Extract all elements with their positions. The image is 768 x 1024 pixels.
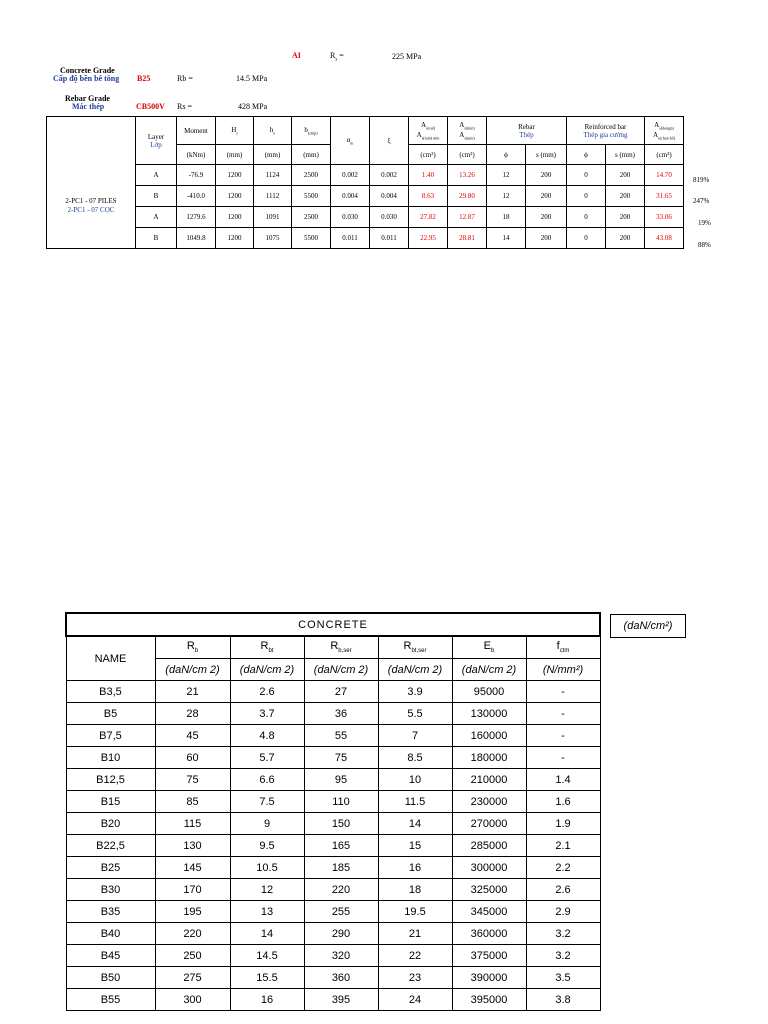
concrete-value: 230000 (452, 791, 526, 813)
concrete-value: - (526, 747, 600, 769)
calc-row (47, 228, 684, 249)
concrete-value: 95000 (452, 681, 526, 703)
as-min-sub: s(min) min (421, 134, 440, 140)
concrete-value: 320 (304, 945, 378, 967)
cell-xi: 0.004 (370, 186, 409, 207)
cell-as-design: 31.65 (645, 186, 684, 207)
concrete-value: - (526, 681, 600, 703)
concrete-row (66, 879, 600, 901)
unit-s: s (mm) (526, 145, 567, 165)
concrete-title: CONCRETE (66, 613, 600, 636)
concrete-value: 290 (304, 923, 378, 945)
concrete-value: 2.6 (230, 681, 304, 703)
cell-xi: 0.002 (370, 165, 409, 186)
unit-s2: s (mm) (606, 145, 645, 165)
concrete-value: 390000 (452, 967, 526, 989)
col-head-rbtser (378, 636, 452, 659)
concrete-value: 14.5 (230, 945, 304, 967)
concrete-value: 3.5 (526, 967, 600, 989)
fctm-sub: ctm (559, 648, 570, 655)
as-prov-sub: s(min) (464, 125, 475, 131)
cell-b: 2500 (292, 165, 331, 186)
eb-sym: E (483, 640, 491, 653)
unit-h: (mm) (254, 145, 292, 165)
concrete-table (65, 612, 601, 1011)
rb-sym: R (186, 640, 195, 653)
concrete-value: 2.9 (526, 901, 600, 923)
reinf-header-en: Reinforced bar (584, 122, 627, 131)
concrete-value: 220 (304, 879, 378, 901)
eb-sub: b (491, 648, 495, 655)
ratio-percent: 247% (693, 197, 710, 205)
concrete-row (66, 835, 600, 857)
cell-phi2: 0 (567, 165, 606, 186)
concrete-row (66, 813, 600, 835)
calc-row (47, 165, 684, 186)
concrete-value: 6.6 (230, 769, 304, 791)
col-unit-fctm: (N/mm²) (526, 659, 600, 681)
h-sub: o (273, 130, 276, 136)
concrete-value: 24 (378, 989, 452, 1011)
concrete-value: 395000 (452, 989, 526, 1011)
concrete-row (66, 989, 600, 1011)
concrete-value: 8.5 (378, 747, 452, 769)
concrete-grade-name: B10 (66, 747, 155, 769)
concrete-value: 300000 (452, 857, 526, 879)
concrete-grade-label-vi: Cấp độ bền bê tông (53, 74, 120, 83)
concrete-value: 3.8 (526, 989, 600, 1011)
rebar-grade-label-vi: Mác thép (72, 102, 105, 111)
cell-layer: B (136, 186, 177, 207)
concrete-value: 110 (304, 791, 378, 813)
unit-phi: ϕ (487, 145, 526, 165)
concrete-value: 220 (155, 923, 230, 945)
unit-H: (mm) (216, 145, 254, 165)
cell-as-calc: 1.40 (409, 165, 448, 186)
rs-label-eq: = (337, 51, 344, 60)
concrete-grade-name: B3,5 (66, 681, 155, 703)
concrete-value: 170 (155, 879, 230, 901)
col-head-fctm (526, 636, 600, 659)
concrete-value: 375000 (452, 945, 526, 967)
as-min-sym: A (416, 130, 422, 139)
concrete-value: 345000 (452, 901, 526, 923)
concrete-value: 195 (155, 901, 230, 923)
as-calc-header (409, 117, 448, 145)
calc-row (47, 207, 684, 228)
b-sym: b (304, 125, 308, 134)
concrete-value: 165 (304, 835, 378, 857)
concrete-value: 11.5 (378, 791, 452, 813)
cell-s2: 200 (606, 207, 645, 228)
concrete-row (66, 747, 600, 769)
ratio-percent: 819% (693, 176, 710, 184)
cell-h: 1091 (254, 207, 292, 228)
cell-as-min: 13.26 (448, 165, 487, 186)
concrete-value: 21 (155, 681, 230, 703)
as-prov-sym: A (459, 121, 465, 130)
col-unit-rbt: (daN/cm 2) (230, 659, 304, 681)
rs2-value: 428 MPa (238, 102, 268, 111)
as-prov-header (448, 117, 487, 145)
rebar-header-vi: Thép (519, 130, 534, 139)
ratio-percent: 88% (698, 241, 711, 249)
concrete-value: 15 (378, 835, 452, 857)
concrete-value: 270000 (452, 813, 526, 835)
concrete-grade-name: B20 (66, 813, 155, 835)
H-sub: s (236, 130, 238, 136)
unit-b: (mm) (292, 145, 331, 165)
concrete-value: 75 (155, 769, 230, 791)
as-calc-sub: s(cal) (426, 125, 435, 131)
concrete-value: 12 (230, 879, 304, 901)
concrete-value: 5.5 (378, 703, 452, 725)
concrete-value: 300 (155, 989, 230, 1011)
col-head-rb (155, 636, 230, 659)
concrete-value: 360000 (452, 923, 526, 945)
cell-H: 1200 (216, 207, 254, 228)
group-label-vi: 2-PC1 - 07 CỌC (67, 206, 115, 215)
name-header: NAME (66, 636, 155, 681)
unit-moment: (kNm) (177, 145, 216, 165)
cell-xi: 0.011 (370, 228, 409, 249)
cell-moment: -76.9 (177, 165, 216, 186)
concrete-value: 23 (378, 967, 452, 989)
concrete-value: 255 (304, 901, 378, 923)
concrete-value: 85 (155, 791, 230, 813)
concrete-row (66, 945, 600, 967)
cell-b: 5500 (292, 228, 331, 249)
concrete-value: 95 (304, 769, 378, 791)
fctm-sym: f (556, 640, 560, 653)
concrete-value: 15.5 (230, 967, 304, 989)
concrete-value: 60 (155, 747, 230, 769)
cell-h: 1075 (254, 228, 292, 249)
b-sub: (strip) (307, 130, 318, 136)
concrete-value: 2.6 (526, 879, 600, 901)
concrete-value: 13 (230, 901, 304, 923)
concrete-row (66, 681, 600, 703)
concrete-value: 4.8 (230, 725, 304, 747)
concrete-value: 10.5 (230, 857, 304, 879)
concrete-value: 7 (378, 725, 452, 747)
concrete-row (66, 857, 600, 879)
col-head-rbser (304, 636, 378, 659)
concrete-value: 5.7 (230, 747, 304, 769)
concrete-grade-name: B35 (66, 901, 155, 923)
cell-layer: A (136, 207, 177, 228)
cell-moment: 1279.6 (177, 207, 216, 228)
rebar-grade-label-en: Rebar Grade (65, 94, 110, 103)
rs-label-sym: R (330, 51, 336, 60)
cell-as-design: 43.08 (645, 228, 684, 249)
concrete-grade-name: B40 (66, 923, 155, 945)
rbtser-sub: bt,ser (411, 648, 427, 655)
slab-calc-table (46, 116, 684, 249)
cell-moment: -410.0 (177, 186, 216, 207)
concrete-row (66, 967, 600, 989)
cell-layer: A (136, 165, 177, 186)
cell-s: 200 (526, 165, 567, 186)
col-unit-rb: (daN/cm 2) (155, 659, 230, 681)
concrete-value: 150 (304, 813, 378, 835)
cell-phi: 12 (487, 186, 526, 207)
concrete-value: - (526, 703, 600, 725)
concrete-grade-name: B15 (66, 791, 155, 813)
cell-as-calc: 8.63 (409, 186, 448, 207)
h-sym: h (269, 125, 274, 134)
concrete-grade-label-en: Concrete Grade (60, 66, 115, 75)
cell-alpha: 0.030 (331, 207, 370, 228)
as-design-sub: s(design) (659, 125, 674, 131)
concrete-value: 2.1 (526, 835, 600, 857)
rebar-grade-value: CB500V (136, 102, 165, 111)
concrete-value: 115 (155, 813, 230, 835)
layer-header (136, 117, 177, 165)
col-unit-rbser: (daN/cm 2) (304, 659, 378, 681)
rb-value: 14.5 MPa (236, 74, 268, 83)
concrete-value: 9.5 (230, 835, 304, 857)
cell-phi2: 0 (567, 186, 606, 207)
concrete-row (66, 703, 600, 725)
layer-header-vi: Lớp (150, 140, 162, 149)
cell-layer: B (136, 228, 177, 249)
moment-header: Moment (177, 117, 216, 145)
cell-moment: 1049.8 (177, 228, 216, 249)
cell-as-calc: 22.95 (409, 228, 448, 249)
cell-xi: 0.030 (370, 207, 409, 228)
concrete-grade-name: B12,5 (66, 769, 155, 791)
unit-phi2: ϕ (567, 145, 606, 165)
xi-header: ξ (370, 117, 409, 165)
cell-alpha: 0.004 (331, 186, 370, 207)
b-header (292, 117, 331, 145)
rs-value: 225 MPa (392, 52, 422, 61)
alpha-sym: α (346, 135, 351, 144)
cell-as-design: 14.70 (645, 165, 684, 186)
cell-as-min: 28.81 (448, 228, 487, 249)
H-sym: H (231, 125, 237, 134)
cell-b: 5500 (292, 186, 331, 207)
concrete-value: 3.2 (526, 945, 600, 967)
rbt-sym: R (260, 640, 269, 653)
as-prov2-sub: s(min) (464, 134, 475, 140)
cell-s2: 200 (606, 228, 645, 249)
rebar-header-en: Rebar (518, 122, 535, 131)
concrete-value: 55 (304, 725, 378, 747)
calc-row (47, 186, 684, 207)
concrete-value: 9 (230, 813, 304, 835)
unit-as1: (cm²) (409, 145, 448, 165)
concrete-row (66, 769, 600, 791)
concrete-value: 145 (155, 857, 230, 879)
concrete-grade-value: B25 (137, 74, 151, 83)
col-head-rbt (230, 636, 304, 659)
cell-s: 200 (526, 228, 567, 249)
reinf-header (567, 117, 645, 145)
concrete-value: 3.2 (526, 923, 600, 945)
rs-label-sub: s (335, 57, 338, 63)
alpha-header (331, 117, 370, 165)
rs-label (330, 51, 344, 63)
concrete-value: 36 (304, 703, 378, 725)
concrete-value: 1.6 (526, 791, 600, 813)
concrete-value: 160000 (452, 725, 526, 747)
unit-as3: (cm²) (645, 145, 684, 165)
cell-H: 1200 (216, 228, 254, 249)
concrete-value: 27 (304, 681, 378, 703)
col-head-eb (452, 636, 526, 659)
as-calc-sym: A (421, 121, 427, 130)
concrete-value: 22 (378, 945, 452, 967)
concrete-grade-name: B5 (66, 703, 155, 725)
cell-phi2: 0 (567, 228, 606, 249)
concrete-value: 19.5 (378, 901, 452, 923)
concrete-value: 3.7 (230, 703, 304, 725)
concrete-value: 395 (304, 989, 378, 1011)
concrete-value: 75 (304, 747, 378, 769)
reinf-header-vi: Thép gia cường (583, 130, 628, 139)
as-design2-sub: s(chọn bố) (658, 134, 676, 140)
group-label-en: 2-PC1 - 07 PILES (65, 197, 117, 206)
concrete-grade-name: B50 (66, 967, 155, 989)
cell-alpha: 0.002 (331, 165, 370, 186)
concrete-value: 16 (230, 989, 304, 1011)
concrete-value: 2.2 (526, 857, 600, 879)
rbtser-sym: R (403, 640, 412, 653)
concrete-value: 3.9 (378, 681, 452, 703)
concrete-value: 130000 (452, 703, 526, 725)
group-header-cell (47, 117, 136, 165)
steel-class: AI (292, 51, 301, 60)
concrete-value: 210000 (452, 769, 526, 791)
concrete-value: 45 (155, 725, 230, 747)
concrete-value: 275 (155, 967, 230, 989)
ratio-percent: 19% (698, 219, 711, 227)
cell-alpha: 0.011 (331, 228, 370, 249)
concrete-value: 1.4 (526, 769, 600, 791)
concrete-value: - (526, 725, 600, 747)
cell-s: 200 (526, 186, 567, 207)
cell-h: 1112 (254, 186, 292, 207)
concrete-value: 7.5 (230, 791, 304, 813)
cell-b: 2500 (292, 207, 331, 228)
cell-phi: 12 (487, 165, 526, 186)
alpha-sub: m (350, 140, 354, 146)
concrete-value: 180000 (452, 747, 526, 769)
as-design2-sym: A (652, 130, 659, 139)
unit-as2: (cm²) (448, 145, 487, 165)
concrete-grade-name: B45 (66, 945, 155, 967)
cell-as-calc: 27.82 (409, 207, 448, 228)
cell-s: 200 (526, 207, 567, 228)
concrete-value: 14 (230, 923, 304, 945)
concrete-row (66, 901, 600, 923)
cell-as-min: 29.80 (448, 186, 487, 207)
rb-sub: b (194, 648, 199, 655)
rb-label: Rb = (177, 74, 193, 83)
concrete-value: 28 (155, 703, 230, 725)
cell-phi: 14 (487, 228, 526, 249)
concrete-value: 285000 (452, 835, 526, 857)
concrete-unit-note: (daN/cm²) (610, 614, 686, 638)
concrete-value: 130 (155, 835, 230, 857)
h-header (254, 117, 292, 145)
rbt-sub: bt (268, 648, 274, 655)
concrete-value: 1.9 (526, 813, 600, 835)
concrete-grade-name: B7,5 (66, 725, 155, 747)
cell-s2: 200 (606, 165, 645, 186)
col-unit-eb: (daN/cm 2) (452, 659, 526, 681)
concrete-grade-name: B22,5 (66, 835, 155, 857)
rbser-sub: b,ser (338, 648, 352, 655)
concrete-value: 185 (304, 857, 378, 879)
concrete-value: 21 (378, 923, 452, 945)
rs2-label: Rs = (177, 102, 192, 111)
col-unit-rbtser: (daN/cm 2) (378, 659, 452, 681)
concrete-value: 360 (304, 967, 378, 989)
concrete-value: 14 (378, 813, 452, 835)
concrete-row (66, 923, 600, 945)
cell-phi2: 0 (567, 207, 606, 228)
H-header (216, 117, 254, 145)
concrete-value: 18 (378, 879, 452, 901)
concrete-value: 10 (378, 769, 452, 791)
concrete-grade-name: B55 (66, 989, 155, 1011)
cell-H: 1200 (216, 165, 254, 186)
cell-phi: 18 (487, 207, 526, 228)
cell-as-min: 12.87 (448, 207, 487, 228)
group-label-cell (47, 165, 136, 249)
as-prov2-sym: A (459, 130, 465, 139)
as-design-sym: A (654, 121, 660, 130)
as-design-header (645, 117, 684, 145)
cell-h: 1124 (254, 165, 292, 186)
layer-header-en: Layer (147, 132, 165, 141)
rbser-sym: R (330, 640, 339, 653)
cell-H: 1200 (216, 186, 254, 207)
concrete-row (66, 791, 600, 813)
concrete-value: 16 (378, 857, 452, 879)
rebar-header (487, 117, 567, 145)
cell-as-design: 33.06 (645, 207, 684, 228)
concrete-row (66, 725, 600, 747)
concrete-grade-name: B30 (66, 879, 155, 901)
concrete-grade-name: B25 (66, 857, 155, 879)
cell-s2: 200 (606, 186, 645, 207)
concrete-value: 250 (155, 945, 230, 967)
concrete-value: 325000 (452, 879, 526, 901)
